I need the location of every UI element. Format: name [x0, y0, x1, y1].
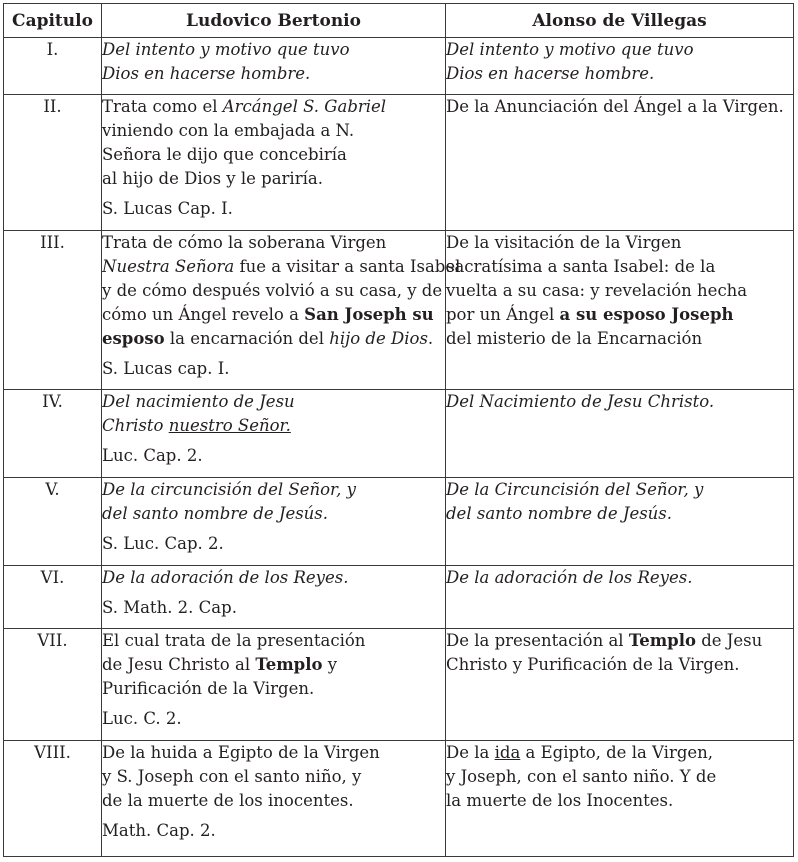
bertonio-reference: S. Lucas Cap. I. [102, 199, 233, 218]
text-line [102, 38, 445, 62]
chapter-number: V. [4, 478, 102, 566]
text-segment: Trata de cómo la soberana Virgen [102, 233, 387, 252]
text-line [446, 390, 793, 414]
text-segment: . [427, 329, 434, 348]
villegas-cell [446, 741, 794, 857]
text-segment: la muerte de los Inocentes. [446, 791, 674, 810]
header-capitulo: Capitulo [4, 4, 102, 38]
text-segment: vuelta a su casa: y revelación hecha [446, 281, 748, 300]
bertonio-cell [102, 95, 446, 231]
text-line [446, 62, 793, 86]
chapter-number: III. [4, 231, 102, 390]
italic-text: nuestro Señor. [168, 416, 291, 435]
text-segment: a Egipto, de la Virgen, [520, 743, 714, 762]
italic-text: Nuestra Señora [102, 257, 235, 276]
table-row [4, 38, 794, 95]
text-line [446, 303, 793, 327]
villegas-cell [446, 390, 794, 478]
text-segment: Christo y Purificación de la Virgen. [446, 655, 740, 674]
text-line [102, 279, 445, 303]
text-line [446, 653, 793, 677]
text-segment: la encarnación del [164, 329, 330, 348]
text-line [102, 566, 445, 590]
bertonio-cell [102, 478, 446, 566]
text-line [102, 741, 445, 765]
text-line [446, 741, 793, 765]
text-segment: Purificación de la Virgen. [102, 679, 315, 698]
text-segment: De la visitación de la Virgen [446, 233, 682, 252]
chapter-number: VI. [4, 566, 102, 629]
text-line [446, 95, 793, 119]
text-line [446, 38, 793, 62]
villegas-cell [446, 38, 794, 95]
text-line [102, 95, 445, 119]
text-line [102, 478, 445, 502]
text-line [102, 119, 445, 143]
header-row [4, 4, 794, 38]
text-line [446, 478, 793, 502]
italic-text: Dios en hacerse hombre. [446, 64, 655, 83]
text-segment: Señora le dijo que concebiría [102, 145, 347, 164]
chapter-number: VII. [4, 629, 102, 741]
italic-text: Del Nacimiento de Jesu Christo. [446, 392, 715, 411]
text-segment: De la [446, 743, 495, 762]
text-segment: De la huida a Egipto de la Virgen [102, 743, 380, 762]
text-line [102, 414, 445, 438]
text-line [102, 167, 445, 191]
text-line [102, 677, 445, 701]
bertonio-cell [102, 231, 461, 390]
italic-text: De la Circuncisión del Señor, y [446, 480, 704, 499]
text-segment: fue a visitar a santa Isabel [234, 257, 461, 276]
table-row [4, 390, 794, 478]
italic-text: Del intento y motivo que tuvo [446, 40, 694, 59]
text-line [102, 231, 445, 255]
text-line [446, 789, 793, 813]
villegas-cell [446, 231, 794, 390]
bold-text: San Joseph su [304, 305, 434, 324]
italic-text: Dios en hacerse hombre. [102, 64, 311, 83]
chapter-number: VIII. [4, 741, 102, 857]
text-line [102, 765, 445, 789]
bertonio-cell [102, 38, 446, 95]
text-segment: del misterio de la Encarnación [446, 329, 703, 348]
text-line [446, 255, 793, 279]
italic-text: hijo de Dios [329, 329, 428, 348]
bertonio-reference: Luc. Cap. 2. [102, 446, 203, 465]
chapter-number: II. [4, 95, 102, 231]
bertonio-cell [102, 629, 446, 741]
bertonio-reference: Math. Cap. 2. [102, 821, 216, 840]
text-segment: al hijo de Dios y le pariría. [102, 169, 323, 188]
italic-text: del santo nombre de Jesús. [102, 504, 329, 523]
header-bertonio: Ludovico Bertonio [102, 4, 446, 38]
text-segment: y Joseph, con el santo niño. Y de [446, 767, 717, 786]
bertonio-reference: S. Lucas cap. I. [102, 359, 230, 378]
italic-text: Christo [102, 416, 169, 435]
text-segment: y de cómo después volvió a su casa, y de [102, 281, 443, 300]
header-villegas: Alonso de Villegas [446, 4, 794, 38]
italic-text: De la adoración de los Reyes. [446, 568, 693, 587]
villegas-cell [446, 95, 794, 231]
bold-text: a su esposo Joseph [559, 305, 734, 324]
villegas-cell [446, 629, 794, 741]
text-segment: viniendo con la embajada a N. [102, 121, 355, 140]
text-line [446, 231, 793, 255]
table-body [4, 38, 794, 857]
text-line [102, 327, 445, 351]
italic-text: Arcángel S. Gabriel [222, 97, 387, 116]
italic-text: De la circuncisión del Señor, y [102, 480, 356, 499]
text-line [102, 62, 445, 86]
table-row [4, 95, 794, 231]
text-segment: De la Anunciación del Ángel a la Virgen. [446, 97, 784, 116]
bold-text: Templo [628, 631, 696, 650]
text-line [102, 303, 445, 327]
text-line [446, 566, 793, 590]
table-row [4, 478, 794, 566]
italic-text: Del nacimiento de Jesu [102, 392, 295, 411]
villegas-cell [446, 478, 794, 566]
text-line [446, 327, 793, 351]
text-segment: y [322, 655, 338, 674]
comparison-table [3, 3, 794, 857]
bold-text: Templo [255, 655, 323, 674]
text-line [446, 279, 793, 303]
text-segment: El cual trata de la presentación [102, 631, 366, 650]
text-line [102, 143, 445, 167]
text-segment: por un Ángel [446, 305, 560, 324]
text-segment: de Jesu Christo al [102, 655, 256, 674]
table-row [4, 741, 794, 857]
text-segment: de Jesu [695, 631, 763, 650]
text-segment: sacratísima a santa Isabel: de la [446, 257, 716, 276]
table-row [4, 629, 794, 741]
text-segment: de la muerte de los inocentes. [102, 791, 354, 810]
bertonio-reference: S. Luc. Cap. 2. [102, 534, 224, 553]
text-segment: cómo un Ángel revelo a [102, 305, 305, 324]
table-row [4, 231, 794, 390]
bertonio-cell [102, 390, 446, 478]
italic-text: del santo nombre de Jesús. [446, 504, 673, 523]
chapter-number: IV. [4, 390, 102, 478]
villegas-cell [446, 566, 794, 629]
text-line [102, 390, 445, 414]
bold-text: esposo [102, 329, 165, 348]
text-line [102, 789, 445, 813]
text-segment: y S. Joseph con el santo niño, y [102, 767, 362, 786]
bertonio-cell [102, 566, 446, 629]
text-segment: Trata como el [102, 97, 223, 116]
bertonio-reference: S. Math. 2. Cap. [102, 598, 237, 617]
bertonio-cell [102, 741, 446, 857]
text-line [102, 653, 445, 677]
text-line [446, 629, 793, 653]
text-segment: De la presentación al [446, 631, 629, 650]
bertonio-reference: Luc. C. 2. [102, 709, 182, 728]
underlined-text: ida [494, 743, 521, 762]
italic-text: Del intento y motivo que tuvo [102, 40, 350, 59]
italic-text: De la adoración de los Reyes. [102, 568, 349, 587]
text-line [446, 502, 793, 526]
text-line [446, 765, 793, 789]
text-line [102, 629, 445, 653]
text-line [102, 502, 445, 526]
table-row [4, 566, 794, 629]
text-line [102, 255, 461, 279]
chapter-number: I. [4, 38, 102, 95]
